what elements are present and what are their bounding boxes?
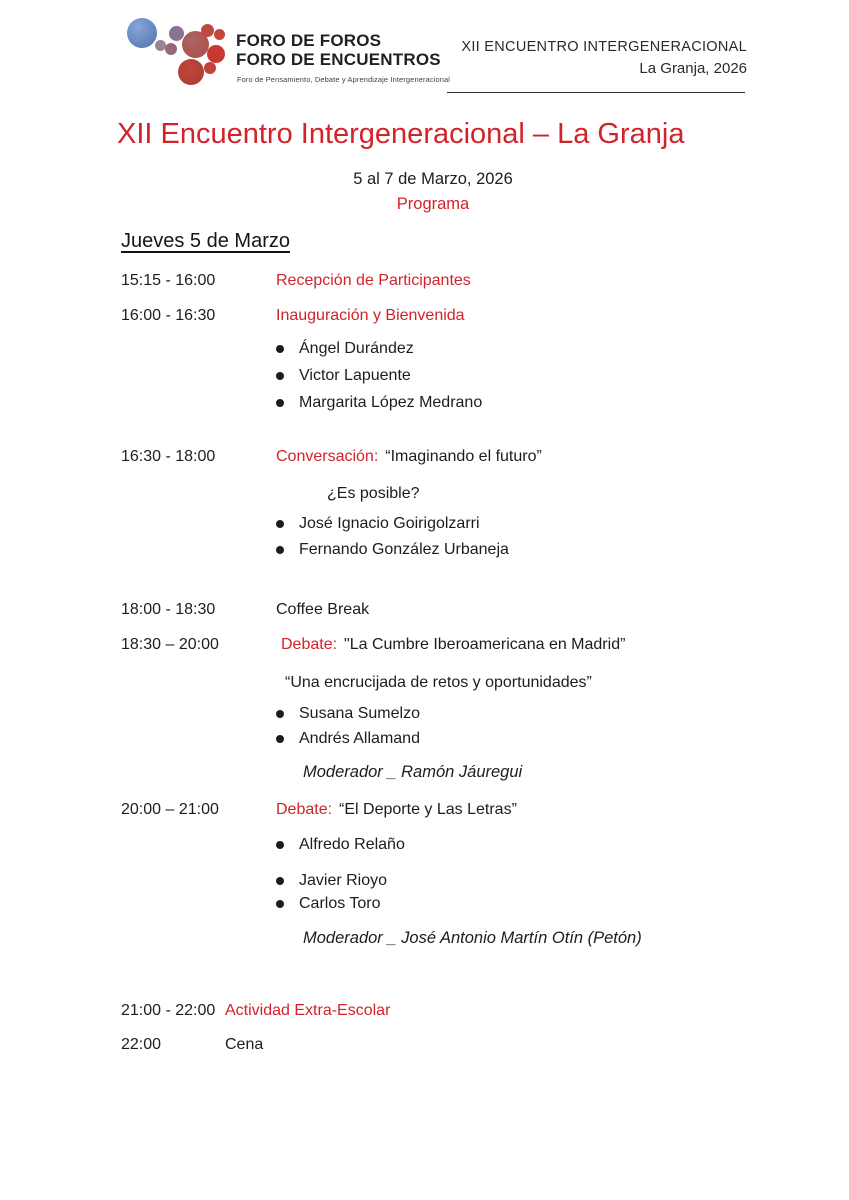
speaker-row <box>0 515 849 537</box>
bullet-icon <box>276 345 284 353</box>
bullet-icon <box>276 520 284 528</box>
time-label: 21:00 - 22:00 <box>121 1002 216 1019</box>
logo-wordmark-line2: FORO DE ENCUENTROS <box>236 50 441 69</box>
speaker-row <box>0 367 849 389</box>
speaker-name: Alfredo Relaño <box>299 836 405 853</box>
speaker-name: Andrés Allamand <box>299 730 420 747</box>
event-label: Actividad Extra-Escolar <box>225 1002 391 1019</box>
logo-tagline: Foro de Pensamiento, Debate y Aprendizaje Intergeneracional <box>237 75 451 84</box>
bullet-icon <box>276 399 284 407</box>
event-subtopic: “Una encrucijada de retos y oportunidades” <box>285 674 592 691</box>
logo-circle <box>201 24 214 37</box>
schedule-subrow <box>0 674 849 696</box>
schedule-row <box>0 272 849 294</box>
event-label: Conversación: <box>276 448 379 465</box>
header-right-block <box>461 39 747 77</box>
foro-de-foros-logo <box>0 0 451 110</box>
speaker-row <box>0 340 849 362</box>
time-label: 16:30 - 18:00 <box>121 448 216 465</box>
time-label: 18:30 – 20:00 <box>121 636 219 653</box>
time-label: 20:00 – 21:00 <box>121 801 219 818</box>
speaker-row <box>0 730 849 752</box>
bullet-icon <box>276 546 284 554</box>
speaker-name: Ángel Durández <box>299 340 414 357</box>
speaker-name: Javier Rioyo <box>299 872 388 889</box>
event-topic: “El Deporte y Las Letras” <box>339 801 517 818</box>
moderator-row <box>0 929 849 951</box>
speaker-row <box>0 541 849 563</box>
event-topic: "La Cumbre Iberoamericana en Madrid” <box>344 636 626 653</box>
speaker-row <box>0 705 849 727</box>
speaker-row <box>0 872 849 894</box>
speaker-row <box>0 836 849 858</box>
bullet-icon <box>276 710 284 718</box>
time-label: 15:15 - 16:00 <box>121 272 216 289</box>
time-label: 16:00 - 16:30 <box>121 307 216 324</box>
speaker-name: Susana Sumelzo <box>299 705 420 722</box>
event-label: Debate: <box>281 636 338 653</box>
logo-circle <box>178 59 204 85</box>
schedule-row <box>0 601 849 623</box>
speaker-row <box>0 895 849 917</box>
speaker-name: José Ignacio Goirigolzarri <box>299 515 480 532</box>
schedule-row <box>0 307 849 329</box>
header-event-location: La Granja, 2026 <box>639 60 747 77</box>
moderator-note: Moderador _ José Antonio Martín Otín (Petón) <box>303 929 642 947</box>
event-label: Debate: <box>276 801 333 818</box>
time-label: 18:00 - 18:30 <box>121 601 216 618</box>
schedule-row <box>0 1002 849 1024</box>
speaker-name: Carlos Toro <box>299 895 381 912</box>
event-label: Recepción de Participantes <box>276 272 471 289</box>
time-label: 22:00 <box>121 1036 162 1053</box>
moderator-row <box>0 763 849 785</box>
speaker-name: Victor Lapuente <box>299 367 411 384</box>
event-topic: “Imaginando el futuro” <box>385 448 542 465</box>
logo-circle <box>204 62 216 74</box>
moderator-note: Moderador _ Ramón Jáuregui <box>303 763 523 781</box>
logo-circle <box>127 18 157 48</box>
page-title: XII Encuentro Intergeneracional – La Granja <box>117 118 685 150</box>
logo-circle <box>165 43 177 55</box>
bullet-icon <box>276 900 284 908</box>
logo-circle <box>169 26 184 41</box>
bullet-icon <box>276 372 284 380</box>
schedule-subrow <box>0 485 849 507</box>
event-dates: 5 al 7 de Marzo, 2026 <box>353 170 513 188</box>
speaker-row <box>0 394 849 416</box>
event-label: Inauguración y Bienvenida <box>276 307 465 324</box>
bullet-icon <box>276 735 284 743</box>
logo-circle <box>214 29 225 40</box>
schedule-row <box>0 448 849 470</box>
event-label: Cena <box>225 1036 264 1053</box>
bullet-icon <box>276 877 284 885</box>
event-label: Coffee Break <box>276 601 370 618</box>
header-event-name: XII ENCUENTRO INTERGENERACIONAL <box>461 39 747 55</box>
logo-circle <box>207 45 225 63</box>
speaker-name: Margarita López Medrano <box>299 394 483 411</box>
day-heading: Jueves 5 de Marzo <box>121 230 290 252</box>
logo-wordmark-line1: FORO DE FOROS <box>236 31 382 50</box>
schedule-row <box>0 1036 849 1058</box>
schedule-row <box>0 636 849 658</box>
header-divider-line <box>447 92 745 93</box>
bullet-icon <box>276 841 284 849</box>
schedule-row <box>0 801 849 823</box>
program-label: Programa <box>396 195 470 213</box>
speaker-name: Fernando González Urbaneja <box>299 541 509 558</box>
event-subtopic: ¿Es posible? <box>327 485 420 502</box>
